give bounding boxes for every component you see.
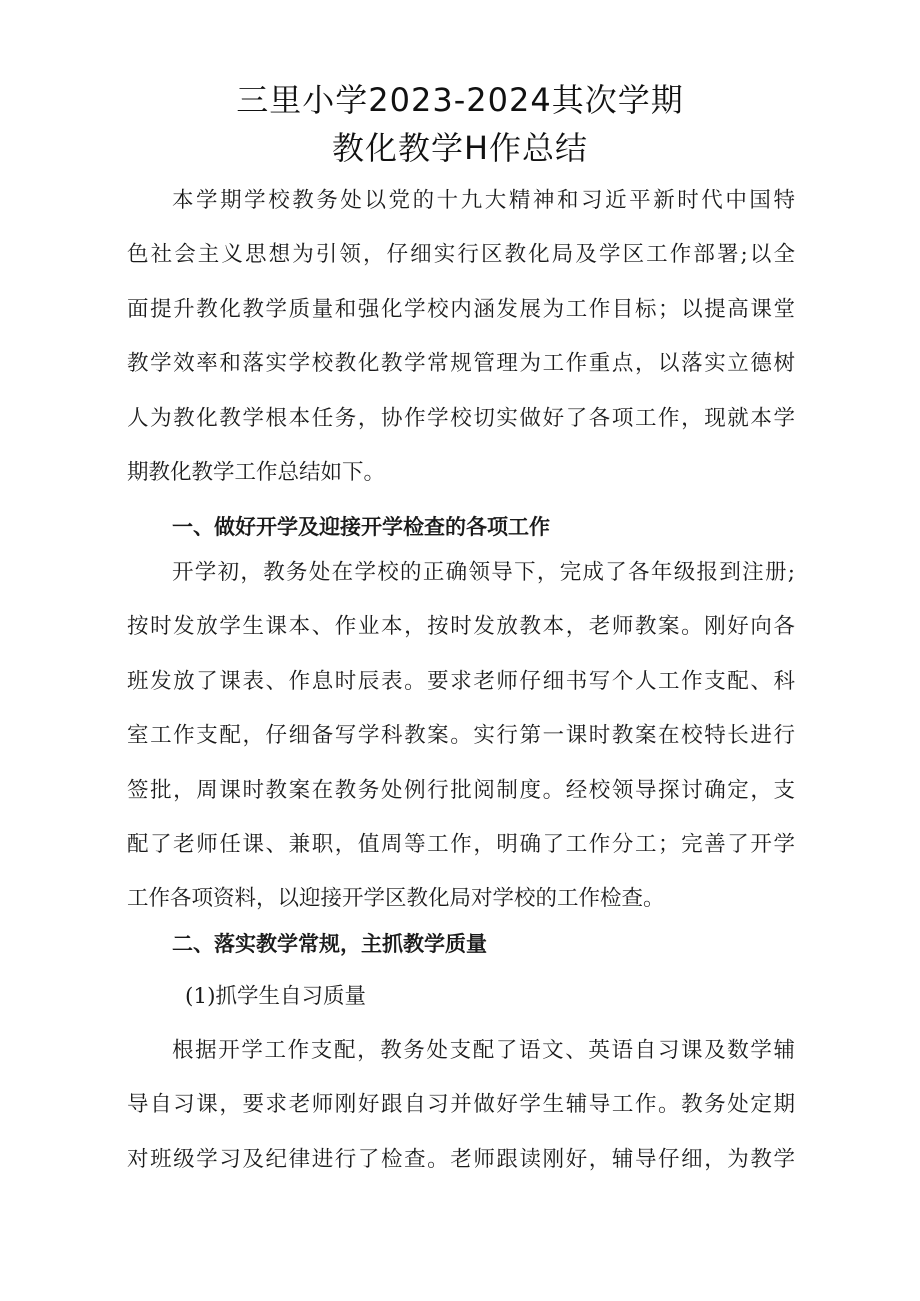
document-title-line-2: 教化教学H作总结 <box>331 129 589 167</box>
intro-line: 期教化教学工作总结如下。 <box>127 460 386 486</box>
section-2-heading: 二、落实教学常规，主抓教学质量 <box>172 932 487 956</box>
section-1-line: 签批，周课时教案在教务处例行批阅制度。经校领导探讨确定，支 <box>127 777 795 803</box>
section-1-line: 按时发放学生课本、作业本，按时发放教本，老师教案。刚好向各 <box>127 614 795 640</box>
section-2-paragraph <box>127 1024 795 1187</box>
intro-line: 本学期学校教务处以党的十九大精神和习近平新时代中国特 <box>172 188 795 213</box>
intro-line: 色社会主义思想为引领，仔细实行区教化局及学区工作部署;以全 <box>127 242 795 268</box>
intro-line: 人为教化教学根本任务，协作学校切实做好了各项工作，现就本学 <box>127 405 795 431</box>
intro-line: 面提升教化教学质量和强化学校内涵发展为工作目标；以提高课堂 <box>127 296 795 322</box>
intro-line: 教学效率和落实学校教化教学常规管理为工作重点，以落实立德树 <box>127 351 795 377</box>
section-2-subheading: (1)抓学生自习质量 <box>185 984 366 1009</box>
section-1-line: 开学初，教务处在学校的正确领导下，完成了各年级报到注册; <box>172 560 795 585</box>
section-1-paragraph <box>127 546 795 927</box>
section-1-line: 工作各项资料，以迎接开学区教化局对学校的工作检查。 <box>127 886 665 912</box>
section-2-line: 对班级学习及纪律进行了检查。老师跟读刚好，辅导仔细，为教学 <box>127 1146 795 1172</box>
section-1-heading: 一、做好开学及迎接开学检查的各项工作 <box>172 515 550 539</box>
document-title-line-1: 三里小学2023-2024其次学期 <box>236 81 684 119</box>
section-1-line: 配了老师任课、兼职，值周等工作，明确了工作分工；完善了开学 <box>127 832 795 858</box>
section-1-line: 班发放了课表、作息时辰表。要求老师仔细书写个人工作支配、科 <box>127 668 795 694</box>
section-2-line: 导自习课，要求老师刚好跟自习并做好学生辅导工作。教务处定期 <box>127 1092 795 1118</box>
section-1-line: 室工作支配，仔细备写学科教案。实行第一课时教案在校特长进行 <box>127 723 795 749</box>
section-2-line: 根据开学工作支配，教务处支配了语文、英语自习课及数学辅 <box>172 1038 795 1063</box>
intro-paragraph <box>127 174 795 500</box>
